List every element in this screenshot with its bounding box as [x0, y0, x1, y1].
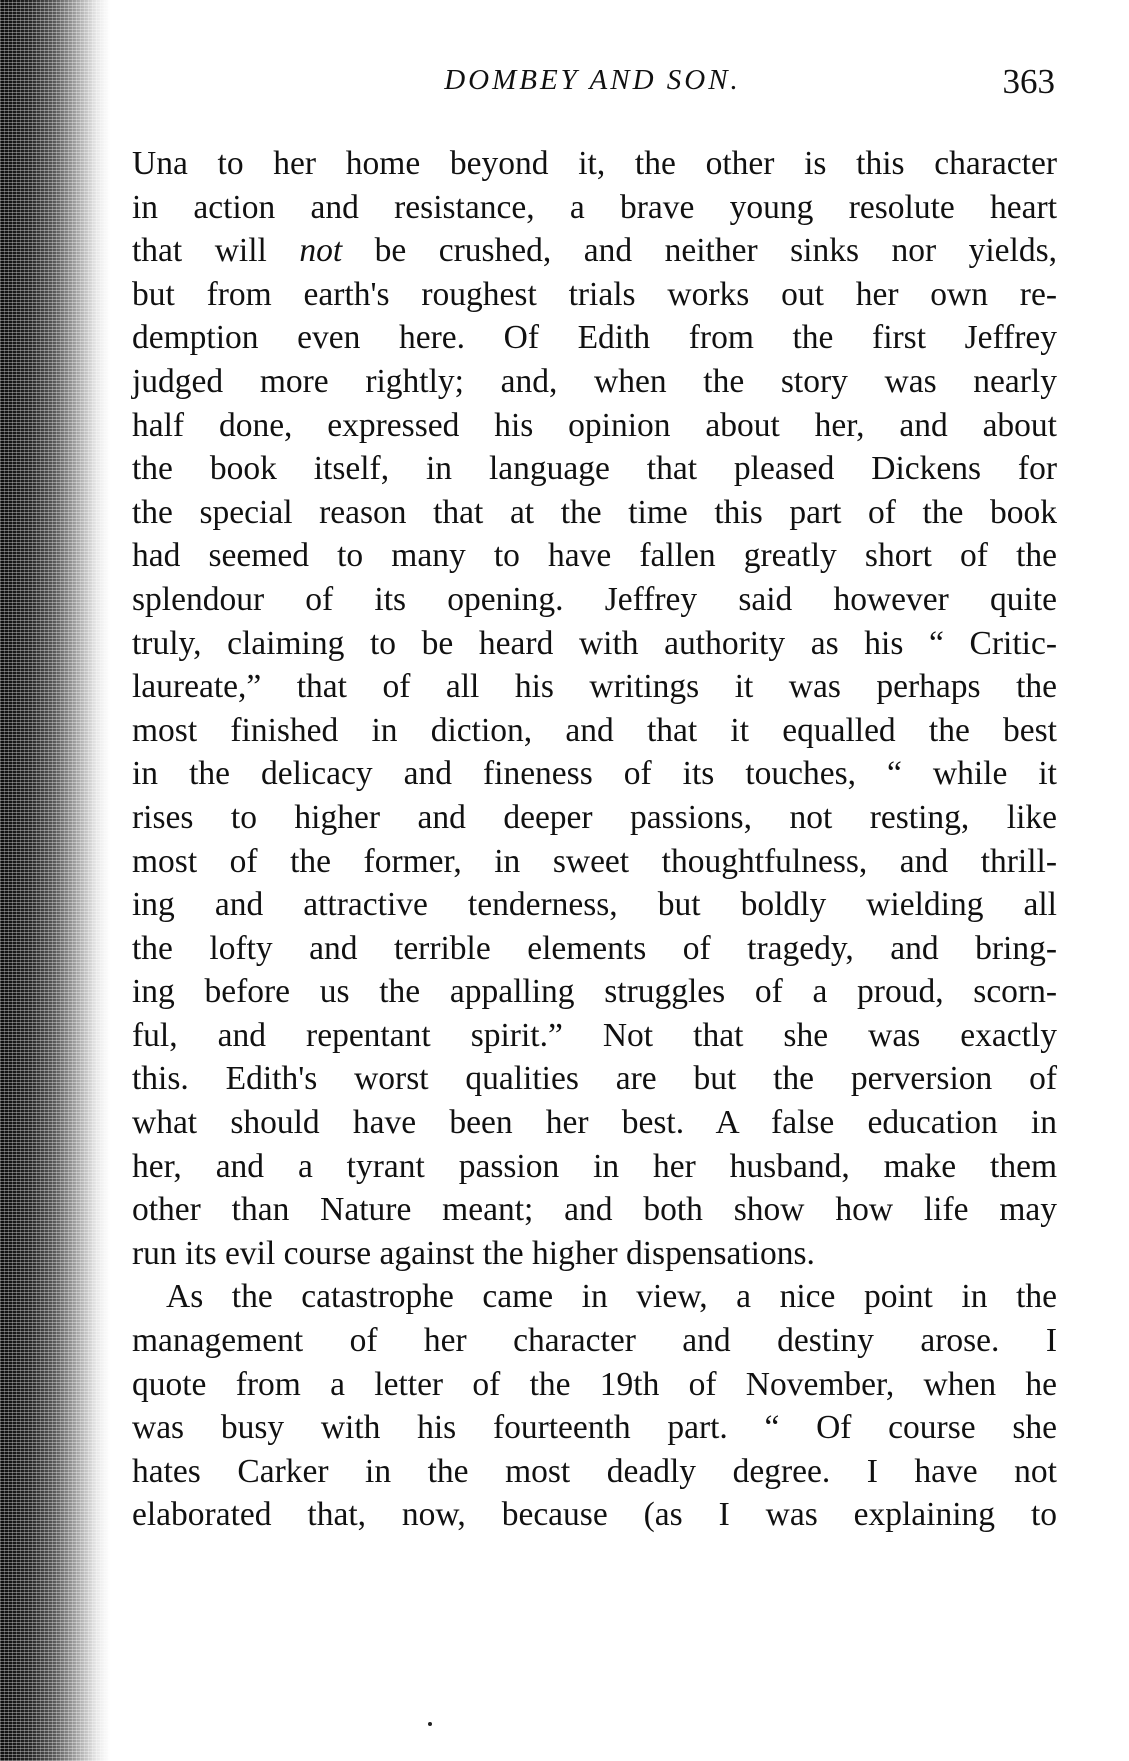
text-line: laureate,” that of all his writings it was perhaps the [132, 668, 1057, 706]
text-line: elaborated that, now, because (as I was explaining to [132, 1496, 1057, 1534]
text-line: most of the former, in sweet thoughtfulness, and thrill- [132, 842, 1057, 880]
scanned-binding-gutter [0, 0, 110, 1761]
text-line: quote from a letter of the 19th of November, when he [132, 1365, 1057, 1403]
running-title: DOMBEY AND SON. [444, 64, 741, 96]
text-line: what should have been her best. A false education in [132, 1104, 1057, 1142]
paragraph-2 [132, 1275, 1057, 1537]
text-segment: that will [132, 232, 300, 270]
text-line: in action and resistance, a brave young resolute heart [132, 188, 1057, 226]
page-number: 363 [1002, 62, 1055, 101]
text-line: As the catastrophe came in view, a nice point in the [166, 1278, 1057, 1316]
text-line: half done, expressed his opinion about her, and about [132, 406, 1057, 444]
text-line: run its evil course against the higher dispensations. [132, 1234, 815, 1272]
text-line: the lofty and terrible elements of tragedy, and bring- [132, 929, 1057, 967]
text-line: other than Nature meant; and both show how life may [132, 1191, 1057, 1229]
text-line: splendour of its opening. Jeffrey said however quite [132, 580, 1057, 618]
text-segment: be crushed, and neither sinks nor yields, [342, 232, 1058, 270]
text-line: management of her character and destiny arose. I [132, 1322, 1057, 1360]
emphasis-not: not [299, 232, 343, 270]
text-line: ing before us the appalling struggles of a proud, scorn- [132, 973, 1057, 1011]
text-line: truly, claiming to be heard with authority as his “ Critic- [132, 624, 1057, 662]
text-line [132, 229, 1057, 273]
text-line: this. Edith's worst qualities are but the perversion of [132, 1060, 1057, 1098]
text-line: but from earth's roughest trials works out her own re- [132, 275, 1057, 313]
text-line: was busy with his fourteenth part. “ Of course she [132, 1409, 1057, 1447]
text-line: her, and a tyrant passion in her husband, make them [132, 1147, 1057, 1185]
text-line: in the delicacy and fineness of its touches, “ while it [132, 755, 1057, 793]
text-line: Una to her home beyond it, the other is this character [132, 145, 1057, 182]
text-line: judged more rightly; and, when the story was nearly [132, 362, 1057, 400]
text-line: had seemed to many to have fallen greatly short of the [132, 537, 1057, 575]
text-line: demption even here. Of Edith from the first Jeffrey [132, 319, 1057, 357]
text-line: hates Carker in the most deadly degree. I have not [132, 1452, 1057, 1490]
text-line: most finished in diction, and that it equalled the best [132, 711, 1057, 749]
text-line: ing and attractive tenderness, but boldly wielding all [132, 886, 1057, 924]
paragraph-1 [132, 142, 1057, 1275]
text-line: rises to higher and deeper passions, not resting, like [132, 798, 1057, 836]
text-line: ful, and repentant spirit.” Not that she was exactly [132, 1016, 1057, 1054]
ink-speck [428, 1722, 432, 1726]
body-text [132, 142, 1057, 1537]
text-line: the special reason that at the time this part of the book [132, 493, 1057, 531]
text-line: the book itself, in language that pleased Dickens for [132, 450, 1057, 488]
page-header [130, 60, 1055, 110]
